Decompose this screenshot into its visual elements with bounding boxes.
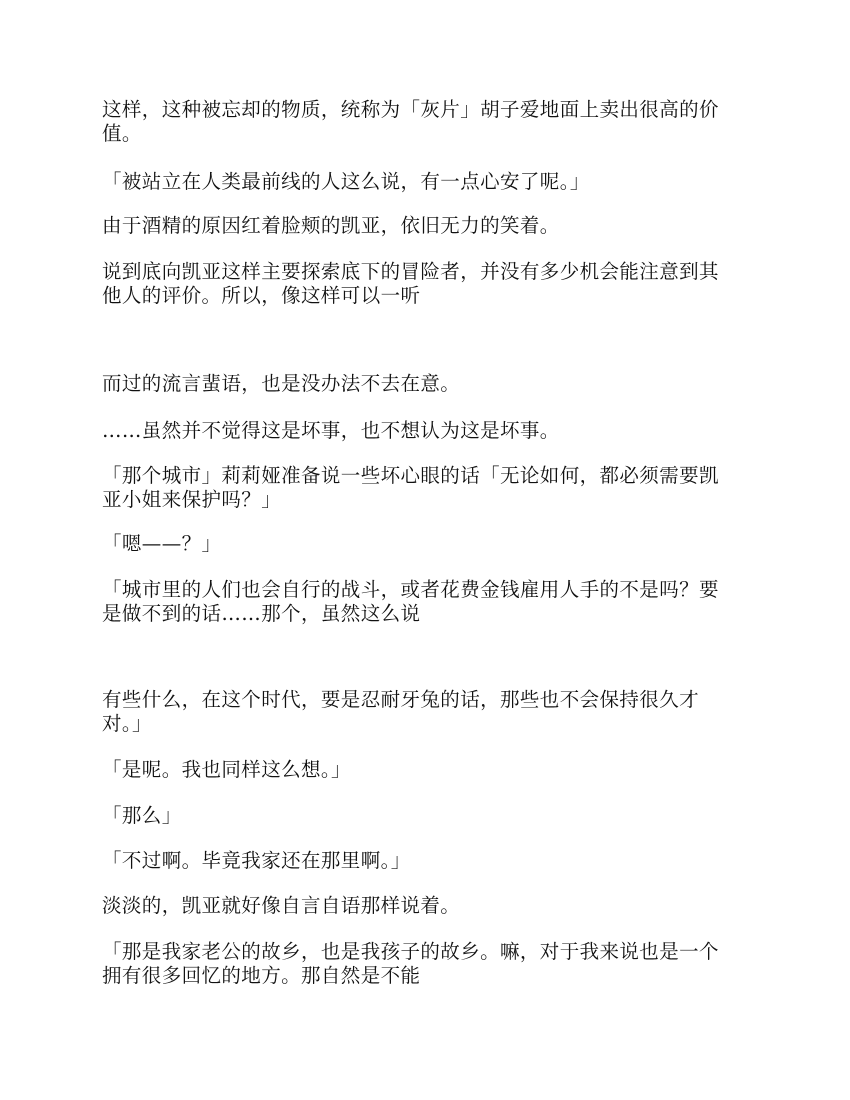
paragraph-line: 亚小姐来保护吗？」: [102, 488, 282, 511]
paragraph-13: [102, 849, 762, 873]
paragraph-line: 他人的评价。所以，像这样可以一听: [102, 284, 421, 307]
paragraph-line: 「那个城市」莉莉娅准备说一些坏心眼的话「无论如何，都必须需要凯: [102, 464, 719, 487]
paragraph-6: [102, 419, 762, 443]
paragraph-line: 是做不到的话……那个，虽然这么说: [102, 602, 421, 625]
paragraph-line: 「城市里的人们也会自行的战斗，或者花费金钱雇用人手的不是吗？要: [102, 578, 719, 601]
paragraph-9: [102, 578, 762, 626]
paragraph-line: 对。」: [102, 712, 152, 735]
paragraph-line: ……虽然并不觉得这是坏事，也不想认为这是坏事。: [102, 419, 560, 442]
paragraph-3: [102, 214, 762, 238]
paragraph-line: 「不过啊。毕竟我家还在那里啊。」: [102, 849, 411, 872]
paragraph-line: 说到底向凯亚这样主要探索底下的冒险者，并没有多少机会能注意到其: [102, 260, 719, 283]
paragraph-line: 淡淡的，凯亚就好像自言自语那样说着。: [102, 894, 461, 917]
paragraph-line: 拥有很多回忆的地方。那自然是不能: [102, 964, 421, 987]
paragraph-12: [102, 804, 762, 828]
paragraph-4: [102, 260, 762, 308]
paragraph-5: [102, 372, 762, 396]
paragraph-1: [102, 98, 762, 146]
paragraph-line: 而过的流言蜚语，也是没办法不去在意。: [102, 372, 461, 395]
paragraph-7: [102, 464, 762, 512]
paragraph-line: 由于酒精的原因红着脸颊的凯亚，依旧无力的笑着。: [102, 214, 560, 237]
paragraph-line: 「被站立在人类最前线的人这么说，有一点心安了呢。」: [102, 170, 590, 193]
paragraph-line: 「那是我家老公的故乡，也是我孩子的故乡。嘛，对于我来说也是一个: [102, 940, 719, 963]
paragraph-15: [102, 940, 762, 988]
paragraph-line: 值。: [102, 122, 142, 145]
paragraph-14: [102, 894, 762, 918]
paragraph-10: [102, 688, 762, 736]
paragraph-line: 「那么」: [102, 804, 182, 827]
paragraph-11: [102, 758, 762, 782]
paragraph-line: 「嗯——？」: [102, 532, 222, 555]
paragraph-2: [102, 170, 762, 194]
paragraph-line: 这样，这种被忘却的物质，统称为「灰片」胡子爱地面上卖出很高的价: [102, 98, 719, 121]
paragraph-line: 「是呢。我也同样这么想。」: [102, 758, 351, 781]
paragraph-8: [102, 532, 762, 556]
paragraph-line: 有些什么，在这个时代，要是忍耐牙兔的话，那些也不会保持很久才: [102, 688, 700, 711]
